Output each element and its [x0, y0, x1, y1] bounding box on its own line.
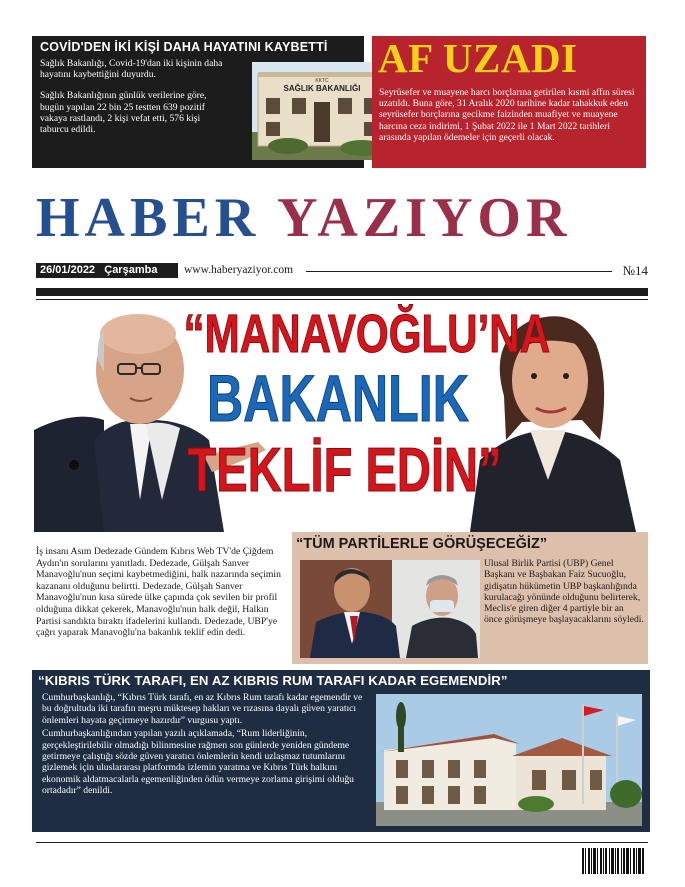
covid-paragraph-2: Sağlık Bakanlığının günlük verilerine göre, bugün yapılan 22 bin 25 testten 639 pozitif vakaya rastlandı, 2 kişi vefat etti, 576 kişi taburcu edildi. — [40, 90, 207, 136]
issue-number: №14 — [622, 263, 648, 278]
main-story-text: İş insanı Asım Dedezade Gündem Kıbrıs Web TV'de Çiğdem Aydın'ın sorularını yanıtladı. Dedezade, Gülşah Sanver Manavoğlu'nun seçimi kaybetmediğini, halk nazarında seçimin kazananı olduğunu belirtti. Dedezade, Gülşah Sanver Manavoğlu'nun kısa sürede ülke çapında çok sevilen bir profil olduğuna dikkat çekerek, Manavoğlu'nun halk değil, Halkın Partisi sandıkta bıraktı ifadelerini kullandı. Dedezade, UBP'ye çağrı yaparak Manavoğlu'na bakanlık teklif edin dedi. — [36, 546, 281, 639]
barcode-icon — [582, 848, 644, 874]
ubp-headline: “TÜM PARTİLERLE GÖRÜŞECEĞİZ” — [296, 536, 548, 552]
sign-kktc: KKTC — [315, 78, 329, 84]
presidency-news-box — [32, 670, 650, 832]
masthead-haber: HABER — [36, 187, 261, 249]
dateline — [36, 261, 648, 279]
website-link[interactable]: www.haberyaziyor.com — [184, 264, 294, 276]
ubp-news-box — [292, 532, 648, 664]
faiz-sucuoglu-photo — [300, 560, 480, 658]
af-uzadi-headline: AF UZADI — [378, 35, 578, 81]
af-uzadi-article: Seyrüsefer ve muayene harcı borçlarına getirilen kısmi affın süresi uzatıldı. Buna göre, 31 Aralık 2020 tarihine kadar tahakkuk eden seyrüsefer borçlarına gecikme faizinden muafiyet ve muayene harcına ceza indirimi, 1 Şubat 2022 ile 1 Mart 2022 tarihleri arasında yapılan ödemeler için geçerli olacak. — [379, 87, 635, 143]
dateline-rule — [306, 271, 612, 272]
footer-rule — [36, 842, 648, 843]
covid-article — [40, 58, 230, 145]
health-ministry-photo — [252, 62, 392, 160]
covid-paragraph-1: Sağlık Bakanlığı, Covid-19'dan iki kişinin daha hayatını kaybettiğini duyurdu. — [40, 58, 223, 81]
presidency-article — [42, 692, 364, 799]
masthead-yaziyor: YAZIYOR — [277, 187, 572, 249]
presidency-paragraph-1: Cumhurbaşkanlığı, “Kıbrıs Türk tarafı, en az Kıbrıs Rum tarafı kadar egemendir ve bu doğrultuda iki tarafın meşru müktesep hakları ve rızasına dayalı güven yaratıcı önlemleri hayata geçirmeye hazırdır” vurgusu yaptı. — [42, 692, 363, 726]
headline-line-2: BAKANLIK — [207, 361, 469, 435]
issue-date: 26/01/2022 — [40, 264, 96, 276]
date-badge — [36, 263, 178, 278]
covid-headline: COVİD'DEN İKİ KİŞİ DAHA HAYATINI KAYBETTİ — [40, 40, 328, 54]
presidency-paragraph-2: Cumhurbaşkanlığından yapılan yazılı açıklamada, “Rum liderliğinin, gerçekleştirilebilir olmadığı bilinmesine rağmen son günlerde yeniden gündeme getirmeye çalıştığı sözde güven yaratıcı önlemlerin kendi uzlaşmaz tutumlarını gizlemek için uluslararası platformda izlemin yaratma ve Kıbrıs Türk halkını ekonomik aldatmacalarla egemenliğinden ödün vermeye zorlama girişimi olduğu ortadadır” denildi. — [42, 728, 354, 797]
af-uzadi-box — [372, 36, 646, 168]
masthead — [36, 186, 648, 250]
header-divider-thick — [36, 288, 648, 296]
headline-line-1: “MANAVOĞLU’NA — [183, 304, 551, 364]
covid-news-box — [32, 36, 364, 168]
ubp-article: Ulusal Birlik Partisi (UBP) Genel Başkanı ve Başbakan Faiz Sucuoğlu, gidişatın hükümetin UBP başkanlığında kurulacağı yönünde olduğunu belirterek, Meclis'e giren diğer 4 partiyle bir an önce görüşmeye başlayacaklarını söyledi. — [484, 558, 644, 626]
headline-line-3: TEKLİF EDİN” — [187, 436, 502, 505]
presidency-headline: “KIBRIS TÜRK TARAFI, EN AZ KIBRIS RUM TARAFI KADAR EGEMENDİR” — [38, 673, 508, 688]
main-headline — [140, 304, 551, 519]
issue-day: Çarşamba — [104, 264, 158, 276]
presidency-building-photo — [376, 694, 642, 826]
sign-saglik-bakanligi: SAĞLIK BAKANLIĞI — [283, 84, 361, 93]
